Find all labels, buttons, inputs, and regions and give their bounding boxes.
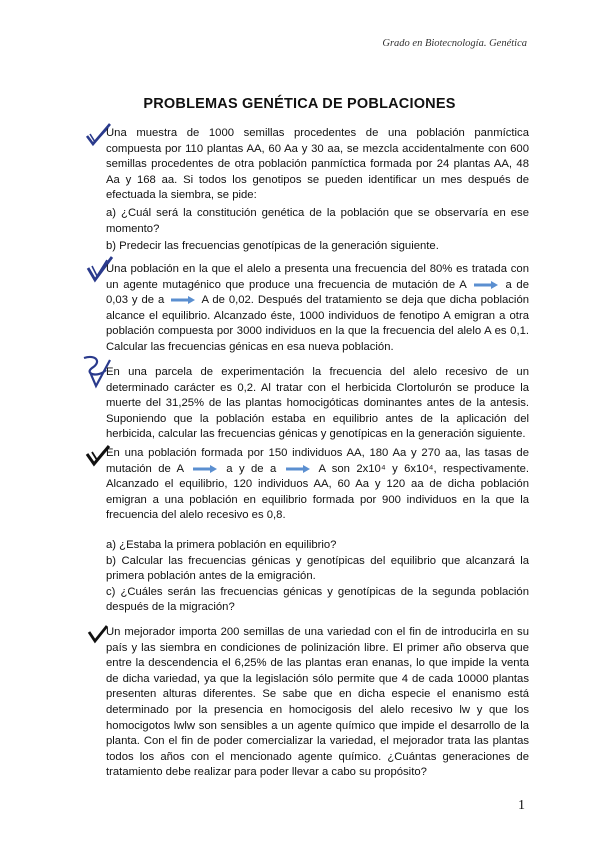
problem-2-statement: [106, 262, 529, 356]
page-title: PROBLEMAS GENÉTICA DE POBLACIONES: [143, 96, 456, 112]
problem-4-text-2: a y de a: [226, 462, 277, 475]
problem-1: [106, 126, 529, 255]
arrow-right-icon: [285, 464, 311, 474]
problem-4-text-3: A son 2x10⁴ y 6x10⁴, respectivamente. Alcanzado el equilibrio, 120 individuos AA, 60 Aa y 120 aa de dicha población emigran a una población en equilibrio formada por 900 individuos en la que la frecuencia del alelo recesivo es 0,8.: [106, 462, 530, 522]
arrow-right-icon: [473, 280, 499, 290]
problem-2-text-3: A de 0,02. Después del tratamiento se deja que dicha población alcance el equilibrio. Alcanzado éste, 1000 individuos de fenotipo A emigran a otra población compuesta por 3000 individuos en la que la frecuencia del alelo A es 0,1. Calcular las frecuencias génicas en esa nueva población.: [106, 294, 530, 353]
page-number: 1: [518, 798, 525, 813]
problem-2-text-2: a de 0,03 y de a: [106, 278, 529, 307]
problem-4: [106, 446, 529, 616]
problem-4-part-b: b) Calcular las frecuencias génicas y genotípicas del equilibrio que alcanzará la primera población antes de la emigración.: [106, 554, 529, 583]
problem-4-part-c: c) ¿Cuáles serán las frecuencias génicas y genotípicas de la segunda población después de la migración?: [106, 585, 529, 614]
problem-3: [106, 365, 529, 443]
problem-5: [106, 625, 529, 781]
problem-1-statement: Una muestra de 1000 semillas procedentes de una población panmíctica compuesta por 110 plantas AA, 60 Aa y 30 aa, se mezcla accidentalmente con 600 semillas procedentes de otra población panmíctica formada por 24 plantas AA, 48 Aa y 168 aa. Si todos los genotipos se pueden identificar un mes después de efectuada la siembra, se pide:: [106, 127, 529, 202]
problem-1-part-a: a) ¿Cuál será la constitución genética de la población que se observaría en ese momento?: [106, 206, 529, 235]
problem-4-text-1: En una población formada por 150 individuos AA, 180 Aa y 270 aa, las tasas de mutación de A: [106, 447, 529, 475]
arrow-right-icon: [192, 464, 218, 474]
problem-2: [106, 262, 529, 356]
problem-2-text-1: Una población en la que el alelo a presenta una frecuencia del 80% es tratada con un agente mutagénico que produce una frecuencia de mutación de A: [106, 263, 529, 291]
problem-4-part-a: a) ¿Estaba la primera población en equilibrio?: [106, 538, 337, 551]
arrow-right-icon: [170, 295, 196, 305]
problem-3-statement: En una parcela de experimentación la frecuencia del alelo recesivo de un determinado carácter es 0,2. Al tratar con el herbicida Clortolurón se produce la muerte del 31,25% de las plantas homocigóticas dominantes antes de la antesis. Suponiendo que la población estaba en equilibrio antes de la aplicación del herbicida, calcular las frecuencias génicas y genotípicas en la generación siguiente.: [106, 366, 529, 441]
document-header: Grado en Biotecnología. Genética: [382, 38, 527, 49]
problem-5-statement: Un mejorador importa 200 semillas de una variedad con el fin de introducirla en su país y las siembra en condiciones de polinización libre. El primer año observa que entre la descendencia el 6,25% de las plantas eran enanas, lo que impide la venta de dicha variedad, ya que la legislación sólo permite que 4 de cada 10000 plantas presenten alturas diferentes. Se sabe que en dicha especie el enanismo está determinado por la presencia en homocigosis del alelo recesivo lw y que los homocigotos lwlw son sensibles a un agente químico que impide el desarrollo de la planta. Con el fin de poder comercializar la variedad, el mejorador trata las plantas todos los años con el mencionado agente químico. ¿Cuántas generaciones de tratamiento debe realizar para poder llevar a cabo su propósito?: [106, 626, 529, 779]
problem-1-part-b: b) Predecir las frecuencias genotípicas de la generación siguiente.: [106, 240, 439, 253]
problem-4-statement: [106, 446, 529, 524]
